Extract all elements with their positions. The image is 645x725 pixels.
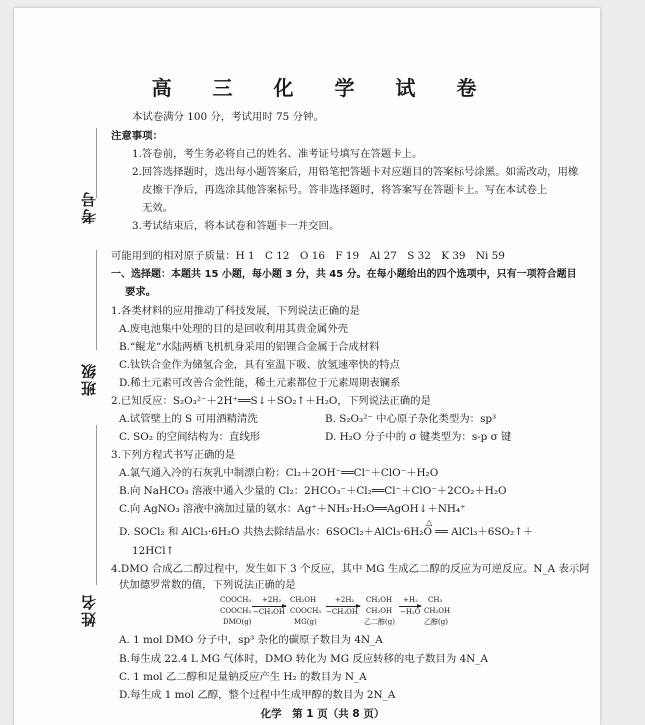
option-d: D. SOCl₂ 和 AlCl₃·6H₂O 共热去除结晶水：6SOCl₂＋AlCl₃·6H₂O ══ AlCl₃＋6SO₂↑＋ (119, 526, 534, 538)
eg-top: CH₂OH (366, 596, 393, 604)
step1-byproduct: −CH₃OH (253, 608, 285, 616)
binding-line (96, 128, 97, 198)
question-stem: 1.各类材料的应用推动了科技发展，下列说法正确的是 (111, 305, 360, 317)
section-heading-cont: 要求。 (125, 286, 157, 298)
option-b: B. S₂O₃²⁻ 中心原子杂化类型为：sp³ (325, 413, 497, 425)
option-a: A.试管壁上的 S 可用酒精清洗 (119, 413, 258, 425)
ethanol-top: CH₃ (428, 596, 443, 604)
step3-byproduct: −H₂O (400, 608, 421, 616)
dmo-top: COOCH₃ (220, 596, 252, 604)
option-b: B.“鲲龙”水陆两栖飞机机身采用的铝锂合金属于合成材料 (119, 341, 380, 353)
step2-reagent: +2H₂ (335, 596, 355, 604)
dmo-bottom: COOCH₃ (220, 607, 252, 615)
option-d: D.每生成 1 mol 乙醇，整个过程中生成甲醇的数目为 2N_A (119, 689, 396, 701)
side-label-name: 姓名 (80, 593, 98, 627)
option-c: C. 1 mol 乙二醇和足量钠反应产生 H₂ 的数目为 N_A (119, 671, 367, 683)
option-b: B.每生成 22.4 L MG 气体时，DMO 转化为 MG 反应转移的电子数目为 4N_A (119, 653, 488, 665)
option-a: A.氯气通入冷的石灰乳中制漂白粉：Cl₂＋2OH⁻══Cl⁻＋ClO⁻＋H₂O (119, 467, 439, 479)
question-stem: 3.下列方程式书写正确的是 (111, 449, 236, 461)
question-stem: 2.已知反应：S₂O₃²⁻＋2H⁺══S↓＋SO₂↑＋H₂O，下列说法正确的是 (111, 395, 431, 407)
ethanol-label: 乙醇(g) (424, 618, 448, 626)
intro-text: 本试卷满分 100 分，考试用时 75 分钟。 (132, 111, 324, 123)
step2-byproduct: −CH₃OH (326, 608, 358, 616)
notice-line: 1.答卷前，考生务必将自己的姓名、准考证号填写在答题卡上。 (132, 148, 423, 160)
question-stem: 4.DMO 合成乙二醇过程中，发生如下 3 个反应，其中 MG 生成乙二醇的反应为可逆反应。N_A 表示阿 (111, 563, 590, 575)
page-title: 高 三 化 学 试 卷 (151, 76, 494, 100)
mg-label: MG(g) (294, 618, 317, 626)
option-a: A.废电池集中处理的目的是回收利用其贵金属外壳 (119, 323, 349, 335)
notice-line: 皮擦干净后，再选涂其他答案标号。答非选择题时，将答案写在答题卡上。写在本试卷上 (142, 184, 548, 196)
option-c: C.钛铁合金作为储氢合金，具有室温下吸、放氢速率快的特点 (119, 359, 401, 371)
dmo-label: DMO(g) (223, 618, 252, 626)
step1-reagent: +2H₂ (262, 596, 282, 604)
mg-top: CH₂OH (290, 596, 317, 604)
notice-line: 2.回答选择题时，选出每小题答案后，用铅笔把答题卡对应题目的答案标号涂黑。如需改动，用橡 (132, 166, 579, 178)
option-a: A. 1 mol DMO 分子中，sp³ 杂化的碳原子数目为 4N_A (119, 634, 383, 646)
section-heading: 一、选择题：本题共 15 小题，每小题 3 分，共 45 分。在每小题给出的四个选项中，只有一项符合题目 (111, 269, 577, 280)
notice-line: 无效。 (142, 202, 174, 214)
reversible-arrow (326, 606, 360, 607)
notice-heading: 注意事项： (111, 130, 163, 142)
ethanol-bottom: CH₂OH (424, 607, 451, 615)
mg-bottom: COOCH₃ (290, 607, 322, 615)
option-c: C. SO₂ 的空间结构为：直线形 (119, 431, 261, 443)
reaction-arrow (399, 606, 421, 607)
option-c: C.向 AgNO₃ 溶液中滴加过量的氨水：Ag⁺＋NH₃·H₂O══AgOH↓＋NH₄⁺ (119, 503, 466, 515)
option-b: B.向 NaHCO₃ 溶液中通入少量的 Cl₂：2HCO₃⁻＋Cl₂══Cl⁻＋ClO⁻＋2CO₂＋H₂O (119, 485, 507, 497)
eg-bottom: CH₂OH (366, 607, 393, 615)
binding-line (96, 250, 97, 350)
eg-label: 乙二醇(g) (364, 618, 395, 626)
notice-line: 3.考试结束后，将本试卷和答题卡一并交回。 (132, 220, 340, 232)
option-d: D. H₂O 分子中的 σ 键类型为：s-p σ 键 (325, 431, 512, 443)
question-stem-cont: 伏加德罗常数的值，下列说法正确的是 (119, 579, 296, 591)
option-d-cont: 12HCl↑ (132, 545, 175, 557)
option-d: D.稀土元素可改善合金性能，稀土元素都位于元素周期表镧系 (119, 377, 401, 389)
heat-symbol: △ (426, 518, 433, 527)
binding-line (96, 425, 97, 585)
reaction-arrow (252, 606, 286, 607)
side-label-class: 班级 (80, 362, 98, 396)
step3-reagent: +H₂ (403, 596, 418, 604)
side-label-exam-number: 考号 (80, 190, 98, 224)
page-footer: 化学 第 1 页（共 8 页） (260, 708, 385, 720)
atomic-masses: 可能用到的相对原子质量：H 1 C 12 O 16 F 19 Al 27 S 32 K 39 Ni 59 (111, 250, 505, 262)
